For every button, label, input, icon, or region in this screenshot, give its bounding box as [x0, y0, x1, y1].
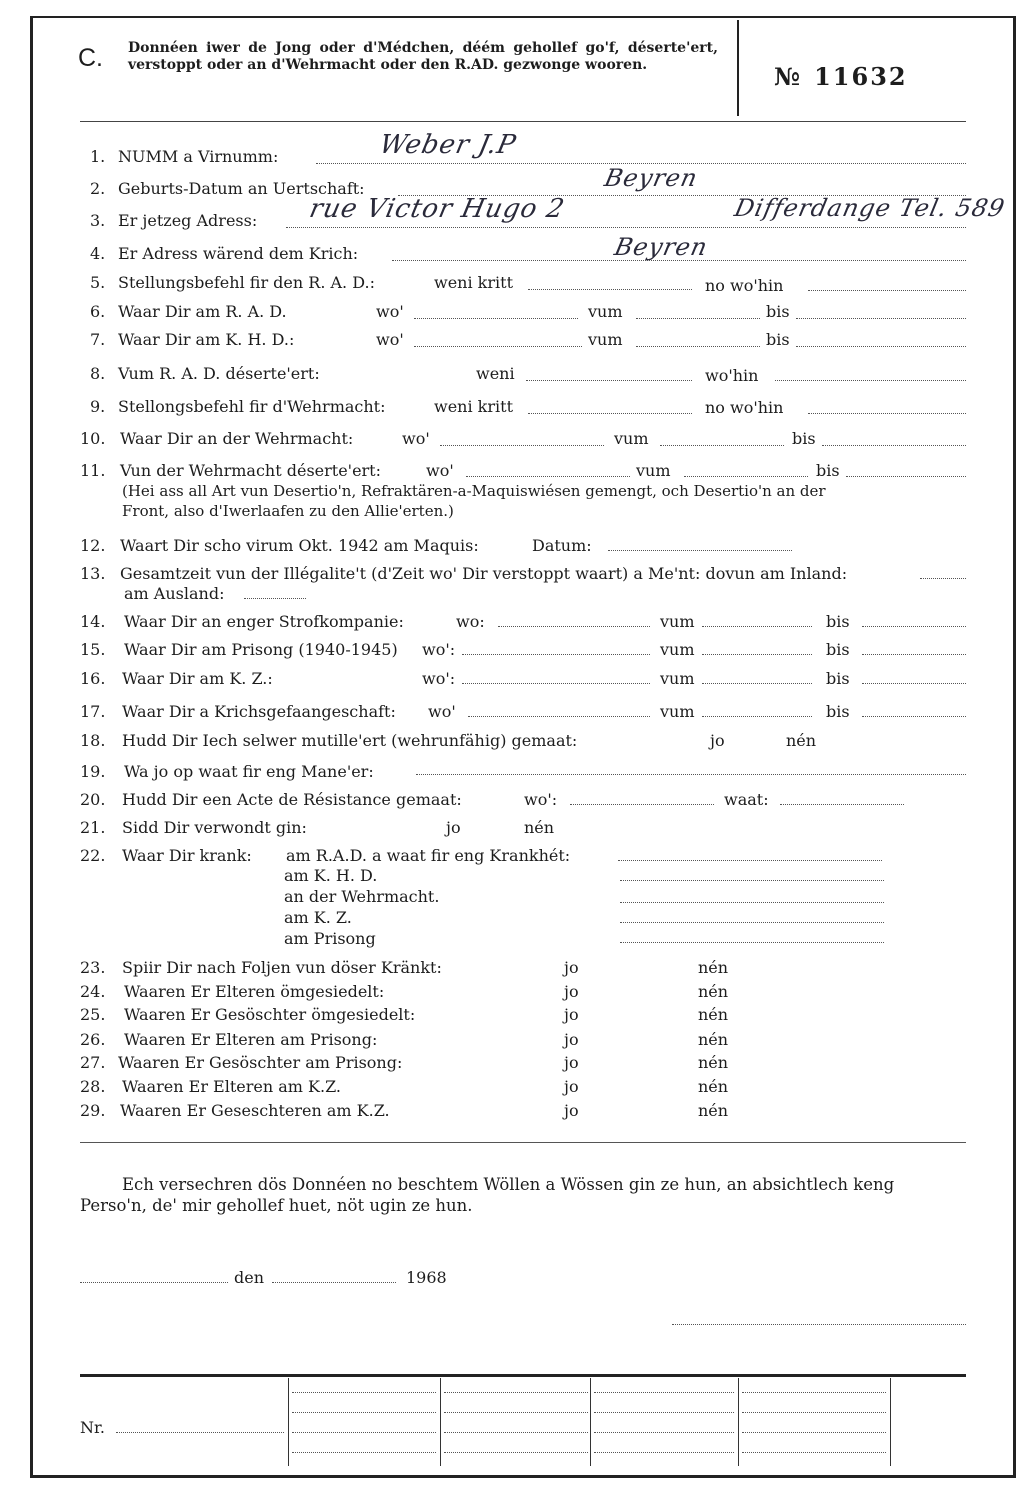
q7-to-field[interactable] [796, 346, 966, 347]
q3-label: Er jetzeg Adress: [118, 211, 258, 230]
q7-number: 7. [90, 330, 106, 349]
q27-number: 27. [80, 1053, 106, 1072]
q15-number: 15. [80, 640, 106, 659]
q20-where-label: wo': [524, 790, 558, 809]
q22-prison-label: am Prisong [284, 929, 376, 948]
q1-label: NUMM a Virnumm: [118, 147, 279, 166]
footer-col-divider-2 [440, 1378, 441, 1466]
q25-number: 25. [80, 1005, 106, 1024]
q7-where-label: wo' [376, 330, 404, 349]
footer-cell-2-2[interactable] [444, 1412, 588, 1413]
footer-cell-2-4[interactable] [444, 1452, 588, 1453]
footer-cell-3-2[interactable] [594, 1412, 734, 1413]
signature-place-field[interactable] [80, 1282, 228, 1283]
q18-label: Hudd Dir Iech selwer mutille'ert (wehrunfähig) gemaat: [122, 731, 578, 750]
q16-from-label: vum [660, 669, 695, 688]
q17-to-field[interactable] [862, 716, 966, 717]
q9-when-field[interactable] [528, 413, 692, 414]
q27-yes[interactable]: jo [564, 1053, 579, 1072]
q13-inland-field[interactable] [920, 578, 966, 579]
q20-label: Hudd Dir een Acte de Résistance gemaat: [122, 790, 462, 809]
q8-number: 8. [90, 364, 106, 383]
q29-label: Waaren Er Geseschteren am K.Z. [120, 1101, 390, 1120]
q11-to-field[interactable] [846, 476, 966, 477]
q3-field[interactable] [286, 227, 966, 228]
q9-where-label: no wo'hin [705, 398, 784, 417]
q5-number: 5. [90, 273, 106, 292]
q14-from-label: vum [660, 612, 695, 631]
footer-col-divider-1 [288, 1378, 289, 1466]
q3-handwritten-street: rue Victor Hugo 2 [306, 194, 568, 224]
q17-to-label: bis [826, 702, 850, 721]
q17-from-field[interactable] [702, 716, 812, 717]
q2-handwritten-place: Beyren [602, 164, 701, 192]
footer-cell-1-3[interactable] [292, 1432, 436, 1433]
q21-no[interactable]: nén [524, 818, 555, 837]
declaration-line2: Perso'n, de' mir gehollef huet, nöt ugin ze hun. [80, 1196, 473, 1215]
q25-label: Waaren Er Gesöschter ömgesiedelt: [124, 1005, 416, 1024]
q7-from-label: vum [588, 330, 623, 349]
q9-where-field[interactable] [808, 413, 966, 414]
q26-yes[interactable]: jo [564, 1030, 579, 1049]
q13-label: Gesamtzeit vun der Illégalite't (d'Zeit wo' Dir verstoppt waart) a Me'nt: dovun am Inland: [120, 564, 848, 583]
q9-label: Stellongsbefehl fir d'Wehrmacht: [118, 397, 386, 416]
footer-cell-4-4[interactable] [742, 1452, 886, 1453]
q11-where-label: wo' [426, 461, 454, 480]
q16-where-label: wo': [422, 669, 456, 688]
q4-handwritten-address: Beyren [612, 233, 711, 261]
q29-number: 29. [80, 1101, 106, 1120]
q19-field[interactable] [416, 774, 966, 775]
q17-number: 17. [80, 702, 106, 721]
q16-from-field[interactable] [702, 683, 812, 684]
footer-cell-3-1[interactable] [594, 1392, 734, 1393]
q23-yes[interactable]: jo [564, 958, 579, 977]
q8-when-label: weni [476, 364, 515, 383]
footer-cell-4-2[interactable] [742, 1412, 886, 1413]
q6-where-field[interactable] [414, 318, 578, 319]
q14-to-label: bis [826, 612, 850, 631]
declaration-line1: Ech versechren dös Donnéen no beschtem Wöllen a Wössen gin ze hun, an absichtlech keng [122, 1175, 895, 1194]
q15-from-field[interactable] [702, 654, 812, 655]
q5-when-label: weni kritt [434, 273, 513, 292]
q6-number: 6. [90, 302, 106, 321]
q22-wehrmacht-field[interactable] [620, 902, 884, 903]
q5-when-field[interactable] [528, 289, 692, 290]
q8-when-field[interactable] [526, 380, 692, 381]
q8-where-field[interactable] [775, 380, 966, 381]
q11-note-line1: (Hei ass all Art vun Desertio'n, Refraktären-a-Maquiswiésen gemengt, och Desertio'n an der [122, 482, 826, 500]
footer-col-divider-3 [590, 1378, 591, 1466]
q13-number: 13. [80, 564, 106, 583]
q21-yes[interactable]: jo [446, 818, 461, 837]
q4-number: 4. [90, 244, 106, 263]
footer-cell-1-4[interactable] [292, 1452, 436, 1453]
q22-rad-field[interactable] [618, 860, 882, 861]
q10-where-label: wo' [402, 429, 430, 448]
q11-from-label: vum [636, 461, 671, 480]
q21-number: 21. [80, 818, 106, 837]
nr-label: Nr. [80, 1418, 105, 1437]
q16-to-label: bis [826, 669, 850, 688]
footer-col-divider-5 [890, 1378, 891, 1466]
q9-when-label: weni kritt [434, 397, 513, 416]
q24-yes[interactable]: jo [564, 982, 579, 1001]
q12-date-field[interactable] [608, 550, 792, 551]
q14-from-field[interactable] [702, 626, 812, 627]
q11-to-label: bis [816, 461, 840, 480]
q17-where-field[interactable] [468, 716, 650, 717]
q11-where-field[interactable] [466, 476, 630, 477]
q7-from-field[interactable] [636, 346, 760, 347]
q24-number: 24. [80, 982, 106, 1001]
q6-from-label: vum [588, 302, 623, 321]
q6-label: Waar Dir am R. A. D. [118, 302, 287, 321]
q5-where-field[interactable] [808, 290, 966, 291]
q10-to-field[interactable] [822, 445, 966, 446]
q6-to-field[interactable] [796, 318, 966, 319]
q14-where-label: wo: [456, 612, 485, 631]
q6-from-field[interactable] [636, 318, 760, 319]
q14-label: Waar Dir an enger Strofkompanie: [124, 612, 404, 631]
q20-what-field[interactable] [780, 804, 904, 805]
q22-number: 22. [80, 846, 106, 865]
footer-col-divider-4 [738, 1378, 739, 1466]
q6-to-label: bis [766, 302, 790, 321]
q19-number: 19. [80, 762, 106, 781]
q15-where-field[interactable] [462, 654, 650, 655]
q3-handwritten-city: Differdange Tel. 589 [732, 194, 1008, 222]
q14-number: 14. [80, 612, 106, 631]
q15-to-field[interactable] [862, 654, 966, 655]
footer-rule [80, 1374, 966, 1377]
q19-label: Wa jo op waat fir eng Mane'er: [124, 762, 374, 781]
q22-khd-label: am K. H. D. [284, 866, 378, 885]
q29-no[interactable]: nén [698, 1101, 729, 1120]
q4-label: Er Adress wärend dem Krich: [118, 244, 359, 263]
q16-number: 16. [80, 669, 106, 688]
q23-number: 23. [80, 958, 106, 977]
q23-no[interactable]: nén [698, 958, 729, 977]
q22-kz-field[interactable] [620, 922, 884, 923]
q28-label: Waaren Er Elteren am K.Z. [122, 1077, 342, 1096]
q7-label: Waar Dir am K. H. D.: [118, 330, 295, 349]
q9-number: 9. [90, 397, 106, 416]
footer-cell-4-1[interactable] [742, 1392, 886, 1393]
q7-where-field[interactable] [414, 346, 582, 347]
q20-number: 20. [80, 790, 106, 809]
number-sign: № [774, 62, 803, 91]
q17-where-label: wo' [428, 702, 456, 721]
footer-cell-3-3[interactable] [594, 1432, 734, 1433]
q28-number: 28. [80, 1077, 106, 1096]
q25-yes[interactable]: jo [564, 1005, 579, 1024]
nr-field[interactable] [116, 1432, 284, 1433]
q5-where-label: no wo'hin [705, 276, 784, 295]
q20-where-field[interactable] [570, 804, 714, 805]
q15-from-label: vum [660, 640, 695, 659]
q22-wehrmacht-label: an der Wehrmacht. [284, 887, 440, 906]
q22-label: Waar Dir krank: [122, 846, 252, 865]
q6-where-label: wo' [376, 302, 404, 321]
q2-label: Geburts-Datum an Uertschaft: [118, 179, 365, 198]
den-label: den [234, 1268, 265, 1287]
q20-what-label: waat: [724, 790, 769, 809]
q26-label: Waaren Er Elteren am Prisong: [124, 1030, 378, 1049]
q21-label: Sidd Dir verwondt gin: [122, 818, 307, 837]
q10-from-field[interactable] [660, 445, 784, 446]
q27-no[interactable]: nén [698, 1053, 729, 1072]
header-rule [80, 121, 966, 122]
q8-where-label: wo'hin [705, 366, 759, 385]
q14-where-field[interactable] [498, 626, 650, 627]
q10-to-label: bis [792, 429, 816, 448]
q15-label: Waar Dir am Prisong (1940-1945) [124, 640, 398, 659]
signature-field[interactable] [672, 1324, 966, 1325]
q22-kz-label: am K. Z. [284, 908, 352, 927]
q8-label: Vum R. A. D. déserte'ert: [118, 364, 320, 383]
form-number-value: 11632 [814, 62, 908, 91]
q16-to-field[interactable] [862, 683, 966, 684]
q3-number: 3. [90, 211, 106, 230]
footer-cell-1-1[interactable] [292, 1392, 436, 1393]
form-number [774, 62, 908, 91]
q22-prison-field[interactable] [620, 942, 884, 943]
q17-label: Waar Dir a Krichsgefaangeschaft: [122, 702, 396, 721]
q11-from-field[interactable] [684, 476, 808, 477]
footer-cell-1-2[interactable] [292, 1412, 436, 1413]
q16-where-field[interactable] [462, 683, 650, 684]
q18-yes[interactable]: jo [710, 731, 725, 750]
q10-label: Waar Dir an der Wehrmacht: [120, 429, 354, 448]
q25-no[interactable]: nén [698, 1005, 729, 1024]
date-field[interactable] [272, 1282, 396, 1283]
q12-label: Waart Dir scho virum Okt. 1942 am Maquis: [120, 536, 479, 555]
q1-number: 1. [90, 147, 106, 166]
header-separator [737, 20, 739, 116]
q11-label: Vun der Wehrmacht déserte'ert: [120, 461, 381, 480]
q11-note-line2: Front, also d'Iwerlaafen zu den Allie'erten.) [122, 502, 454, 520]
q17-from-label: vum [660, 702, 695, 721]
q10-number: 10. [80, 429, 106, 448]
q10-where-field[interactable] [440, 445, 604, 446]
q14-to-field[interactable] [862, 626, 966, 627]
q22-khd-field[interactable] [620, 880, 884, 881]
q7-to-label: bis [766, 330, 790, 349]
q10-from-label: vum [614, 429, 649, 448]
year-label: 1968 [406, 1268, 447, 1287]
q16-label: Waar Dir am K. Z.: [122, 669, 273, 688]
q13-abroad-label: am Ausland: [124, 584, 225, 603]
q24-label: Waaren Er Elteren ömgesiedelt: [124, 982, 385, 1001]
q26-number: 26. [80, 1030, 106, 1049]
q24-no[interactable]: nén [698, 982, 729, 1001]
footer-cell-2-3[interactable] [444, 1432, 588, 1433]
q28-yes[interactable]: jo [564, 1077, 579, 1096]
q28-no[interactable]: nén [698, 1077, 729, 1096]
q18-no[interactable]: nén [786, 731, 817, 750]
q18-number: 18. [80, 731, 106, 750]
q23-label: Spiir Dir nach Foljen vun döser Kränkt: [122, 958, 442, 977]
q2-number: 2. [90, 179, 106, 198]
q13-abroad-field[interactable] [244, 598, 306, 599]
q27-label: Waaren Er Gesöschter am Prisong: [118, 1053, 403, 1072]
q22-rad-label: am R.A.D. a waat fir eng Krankhét: [286, 846, 571, 865]
q26-no[interactable]: nén [698, 1030, 729, 1049]
form-title: Donnéen iwer de Jong oder d'Médchen, déém gehollef go'f, déserte'ert, verstoppt oder an d'Wehrmacht oder den R.AD. gezwonge wooren. [128, 40, 718, 73]
footer-cell-3-4[interactable] [594, 1452, 734, 1453]
footer-cell-4-3[interactable] [742, 1432, 886, 1433]
q29-yes[interactable]: jo [564, 1101, 579, 1120]
footer-cell-2-1[interactable] [444, 1392, 588, 1393]
section-letter: C. [78, 44, 103, 72]
q12-number: 12. [80, 536, 106, 555]
q15-to-label: bis [826, 640, 850, 659]
q15-where-label: wo': [422, 640, 456, 659]
q11-number: 11. [80, 461, 106, 480]
q12-date-label: Datum: [532, 536, 592, 555]
q1-handwritten-name: Weber J.P [376, 130, 520, 160]
section-divider [80, 1142, 966, 1143]
q5-label: Stellungsbefehl fir den R. A. D.: [118, 273, 375, 292]
